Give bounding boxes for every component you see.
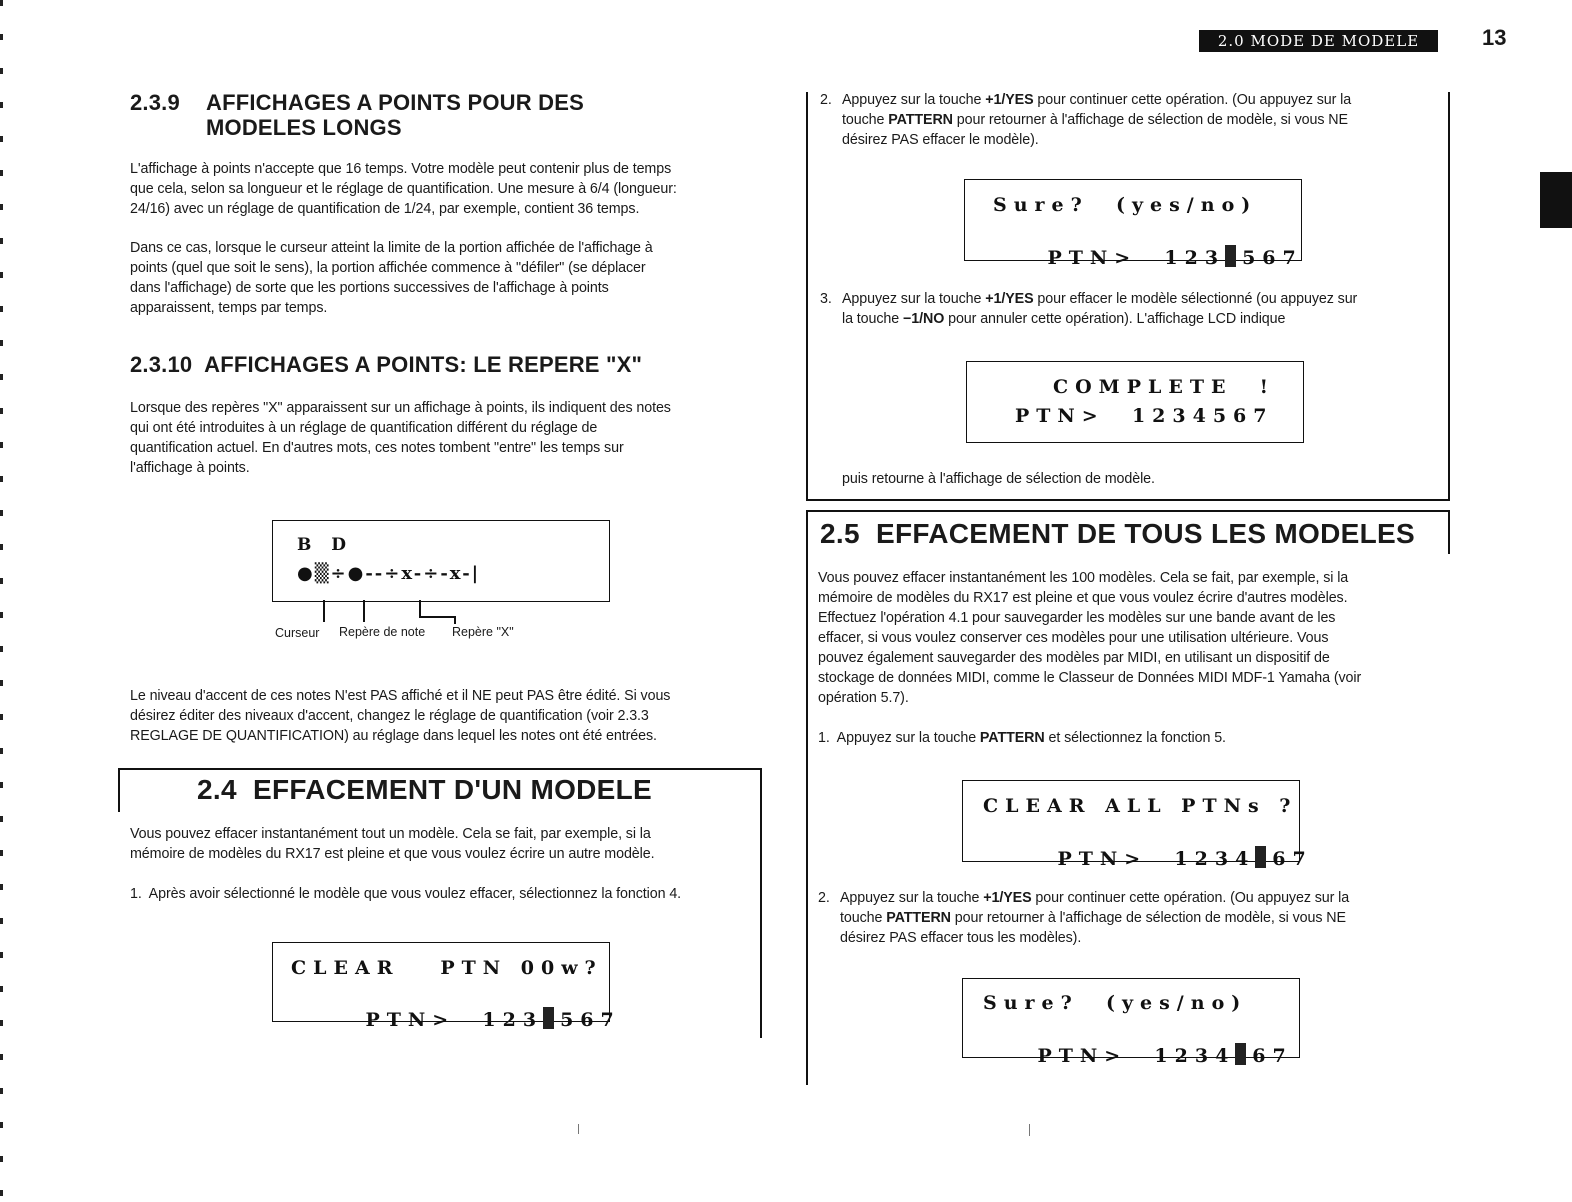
- text-line: opération 5.7).: [818, 690, 909, 706]
- text-line: effacer, si vous voulez conserver ces modèles pour une utilisation ultérieure. Vous: [818, 630, 1329, 646]
- step-2-4-1: 1. Après avoir sélectionné le modèle que vous voulez effacer, sélectionnez la fonction 4.: [130, 886, 682, 902]
- paragraph-2-3-10-a: [130, 398, 750, 478]
- section-2-4-left-rule: [118, 768, 120, 812]
- diagram-row-instrument: B D: [297, 535, 354, 555]
- section-2-5-heading: 2.5 EFFACEMENT DE TOUS LES MODELES: [820, 518, 1415, 549]
- scan-mark: [1029, 1124, 1030, 1136]
- text-line: Lorsque des repères "X" apparaissent sur un affichage à points, ils indiquent des notes: [130, 400, 671, 416]
- step-number: 3.: [820, 291, 832, 307]
- label-note-marker: Repère de note: [339, 625, 426, 639]
- lcd-cursor-block: [1255, 846, 1266, 868]
- section-2-3-10-heading: 2.3.10 AFFICHAGES A POINTS: LE REPERE "X": [130, 352, 643, 377]
- text-line: REGLAGE DE QUANTIFICATION) au réglage dans lequel les notes ont été entrées.: [130, 728, 657, 744]
- step-2: [820, 90, 1440, 150]
- lcd-text: PTN> 1234: [1057, 848, 1256, 870]
- step-number: 2.: [820, 92, 832, 108]
- text-line: l'affichage à points.: [130, 460, 250, 476]
- right-box-bottom-rule: [806, 499, 1450, 501]
- step-3-after: puis retourne à l'affichage de sélection de modèle.: [842, 471, 1155, 487]
- paragraph-2-3-9-b: [130, 238, 750, 318]
- text-line: Vous pouvez effacer instantanément tout un modèle. Cela se fait, par exemple, si la: [130, 826, 651, 842]
- section-title-line1: AFFICHAGES A POINTS POUR DES: [206, 90, 584, 115]
- text-line: 24/16) avec un réglage de quantification de 1/24, par exemple, contient 36 temps.: [130, 201, 640, 217]
- paragraph-2-3-9-a: [130, 159, 750, 219]
- diagram-row-dots: ●▒÷●--÷x-÷-x-|: [297, 563, 481, 584]
- text-line: Dans ce cas, lorsque le curseur atteint la limite de la portion affichée de l'affichage à: [130, 240, 653, 256]
- text-line: points (quel que soit le sens), la portion affichée commence à "défiler" (se déplacer: [130, 260, 646, 276]
- right-box-left-rule: [806, 92, 808, 500]
- section-2-3-9-heading: [130, 90, 750, 140]
- text-line: touche PATTERN pour retourner à l'affichage de sélection de modèle, si vous NE: [840, 910, 1346, 926]
- lcd-line-1: CLEAR ALL PTNs ?: [983, 795, 1298, 817]
- text-line: la touche −1/NO pour annuler cette opération). L'affichage LCD indique: [842, 311, 1286, 327]
- text-line: dans l'affichage) de sorte que les portions successives de l'affichage à points: [130, 280, 609, 296]
- lcd-sure-yes-no-all: [962, 978, 1300, 1067]
- lcd-line-2: [1003, 824, 1313, 892]
- section-2-5-top-rule: [806, 510, 1450, 512]
- paragraph-2-4: [130, 824, 750, 864]
- lcd-line-2: [983, 1021, 1293, 1089]
- dot-display-diagram: [272, 520, 610, 602]
- text-line: pouvez également sauvegarder des modèles par MIDI, en utilisant un dispositif de: [818, 650, 1330, 666]
- step-2-5-2: [818, 888, 1438, 948]
- text-line: Effectuez l'opération 4.1 pour sauvegarder les modèles sur une bande avant de les: [818, 610, 1336, 626]
- lcd-line-1: CLEAR PTN 00w?: [291, 957, 603, 979]
- text-line: stockage de données MIDI, comme le Classeur de Données MIDI MDF-1 Yamaha (voir: [818, 670, 1362, 686]
- thumb-tab: [1540, 172, 1572, 228]
- text-line: Appuyez sur la touche +1/YES pour effacer le modèle sélectionné (ou appuyez sur: [842, 291, 1358, 307]
- paragraph-2-5: [818, 568, 1438, 708]
- text-line: quantification actuel. En d'autres mots, ces notes tombent "entre" les temps sur: [130, 440, 624, 456]
- text-line: Appuyez sur la touche +1/YES pour continuer cette opération. (Ou appuyez sur la: [842, 92, 1352, 108]
- lcd-line-2: [311, 985, 621, 1053]
- pointer-note: [363, 600, 365, 622]
- lcd-text: 567: [560, 1009, 621, 1031]
- right-box-right-rule: [1448, 92, 1450, 500]
- lcd-cursor-block: [543, 1007, 554, 1029]
- lcd-clear-ptn: [272, 942, 621, 1031]
- lcd-sure-yes-no: [964, 179, 1303, 269]
- text-line: mémoire de modèles du RX17 est pleine et que vous voulez écrire un autre modèle.: [130, 846, 655, 862]
- lcd-clear-all: [962, 780, 1313, 870]
- pointer-cursor: [323, 600, 325, 622]
- lcd-text: PTN> 123: [365, 1009, 544, 1031]
- section-2-4-top-rule: [118, 768, 762, 770]
- lcd-line-1: COMPLETE !: [1053, 376, 1276, 398]
- text-line: désirez éditer des niveaux d'accent, changez le réglage de quantification (voir 2.3.3: [130, 708, 649, 724]
- pointer-x: [419, 600, 421, 616]
- text-line: apparaissent, temps par temps.: [130, 300, 328, 316]
- paragraph-2-3-10-b: [130, 686, 750, 746]
- lcd-line-1: Sure? (yes/no): [983, 992, 1248, 1014]
- pointer-x-horizontal: [419, 616, 455, 618]
- section-2-4-right-rule: [760, 768, 762, 1038]
- chapter-tag: 2.0 MODE DE MODELE: [1199, 30, 1438, 52]
- section-title-line2: MODELES LONGS: [206, 115, 402, 140]
- section-2-5-left-rule: [806, 510, 808, 1085]
- lcd-text: PTN> 1234: [1037, 1045, 1236, 1067]
- pointer-x-drop: [454, 616, 456, 624]
- page-number: 13: [1482, 25, 1507, 50]
- section-number: 2.3.9: [130, 90, 180, 115]
- text-line: Le niveau d'accent de ces notes N'est PAS affiché et il NE peut PAS être édité. Si vous: [130, 688, 671, 704]
- text-line: L'affichage à points n'accepte que 16 temps. Votre modèle peut contenir plus de temps: [130, 161, 672, 177]
- section-2-5-right-rule: [1448, 510, 1450, 554]
- step-number: 2.: [818, 890, 830, 906]
- text-line: Appuyez sur la touche +1/YES pour continuer cette opération. (Ou appuyez sur la: [840, 890, 1350, 906]
- lcd-complete: [966, 361, 1304, 443]
- binding-edge: [0, 0, 3, 1202]
- text-line: désirez PAS effacer le modèle).: [842, 132, 1039, 148]
- lcd-cursor-block: [1225, 245, 1236, 267]
- lcd-cursor-block: [1235, 1043, 1246, 1065]
- step-2-5-1: 1. Appuyez sur la touche PATTERN et sélectionnez la fonction 5.: [818, 730, 1226, 746]
- text-line: mémoire de modèles du RX17 est pleine et que vous voulez écrire d'autres modèles.: [818, 590, 1348, 606]
- section-2-4-heading: 2.4 EFFACEMENT D'UN MODELE: [197, 774, 653, 805]
- lcd-line-2: [993, 223, 1303, 291]
- lcd-line-2: PTN> 1234567: [1015, 405, 1274, 427]
- lcd-text: PTN> 123: [1047, 247, 1226, 269]
- step-3: [820, 289, 1440, 329]
- lcd-line-1: Sure? (yes/no): [993, 194, 1258, 216]
- scan-mark: [578, 1124, 579, 1134]
- label-x-marker: Repère "X": [452, 625, 514, 639]
- text-line: touche PATTERN pour retourner à l'affichage de sélection de modèle, si vous NE: [842, 112, 1348, 128]
- text-line: désirez PAS effacer tous les modèles).: [840, 930, 1082, 946]
- text-line: Vous pouvez effacer instantanément les 100 modèles. Cela se fait, par exemple, si la: [818, 570, 1349, 586]
- lcd-text: 67: [1272, 848, 1313, 870]
- text-line: que cela, selon sa longueur et le réglage de quantification. Une mesure à 6/4 (longueur:: [130, 181, 677, 197]
- label-cursor: Curseur: [275, 626, 320, 640]
- text-line: qui ont été introduites à un réglage de quantification différent du réglage de: [130, 420, 598, 436]
- lcd-text: 567: [1242, 247, 1303, 269]
- lcd-text: 67: [1252, 1045, 1293, 1067]
